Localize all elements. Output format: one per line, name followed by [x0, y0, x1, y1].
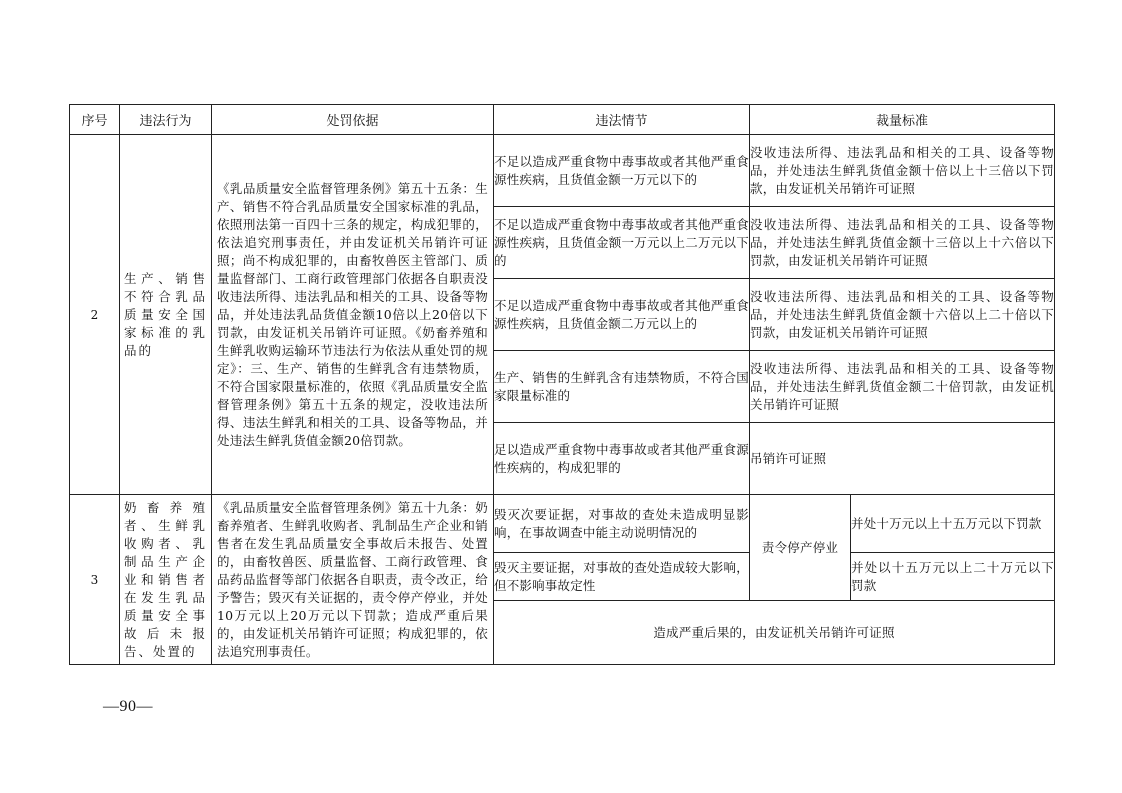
header-act: 违法行为	[120, 105, 212, 135]
penalty-table	[69, 104, 1055, 665]
violation-act: 奶畜养殖者、生鲜乳收购者、乳制品生产企业和销售者在发生乳品质量安全事故后未报告、处置的	[120, 495, 212, 665]
violation-act: 生产、销售不符合乳品质量安全国家标准的乳品的	[120, 135, 212, 495]
violation-circumstance: 足以造成严重食物中毒事故或者其他严重食源性疾病的，构成犯罪的	[494, 423, 750, 495]
header-standard: 裁量标准	[750, 105, 1055, 135]
discretion-standard: 没收违法所得、违法乳品和相关的工具、设备等物品，并处违法生鲜乳货值金额二十倍罚款，由发证机关吊销许可证照	[750, 351, 1055, 423]
table-row	[70, 135, 1055, 207]
header-no: 序号	[70, 105, 120, 135]
violation-circumstance: 不足以造成严重食物中毒事故或者其他严重食源性疾病，且货值金额二万元以上的	[494, 279, 750, 351]
fine-standard: 并处以十五万元以上二十万元以下罚款	[851, 553, 1055, 601]
discretion-standard: 没收违法所得、违法乳品和相关的工具、设备等物品，并处违法生鲜乳货值金额十六倍以上二十倍以下罚款，由发证机关吊销许可证照	[750, 279, 1055, 351]
row-number: 2	[70, 135, 120, 495]
table-row	[70, 495, 1055, 553]
violation-circumstance: 不足以造成严重食物中毒事故或者其他严重食源性疾病，且货值金额一万元以上二万元以下的	[494, 207, 750, 279]
header-circumstance: 违法情节	[494, 105, 750, 135]
shared-standard: 责令停产停业	[750, 495, 851, 601]
discretion-standard: 吊销许可证照	[750, 423, 1055, 495]
violation-circumstance: 生产、销售的生鲜乳含有违禁物质，不符合国家限量标准的	[494, 351, 750, 423]
violation-circumstance: 毁灭次要证据，对事故的查处未造成明显影响，在事故调查中能主动说明情况的	[494, 495, 750, 553]
fine-standard: 并处十万元以上十五万元以下罚款	[851, 495, 1055, 553]
header-basis: 处罚依据	[212, 105, 494, 135]
violation-circumstance: 毁灭主要证据，对事故的查处造成较大影响，但不影响事故定性	[494, 553, 750, 601]
page-number: —90—	[103, 698, 153, 715]
table-header-row	[70, 105, 1055, 135]
violation-circumstance: 不足以造成严重食物中毒事故或者其他严重食源性疾病，且货值金额一万元以下的	[494, 135, 750, 207]
penalty-basis: 《乳品质量安全监督管理条例》第五十五条：生产、销售不符合乳品质量安全国家标准的乳品，依照刑法第一百四十三条的规定，构成犯罪的，依法追究刑事责任，并由发证机关吊销许可证照；尚不构成犯罪的，由畜牧兽医主管部门、质量监督部门、工商行政管理部门依据各自职责没收违法所得、违法乳品和相关的工具、设备等物品，并处违法乳品货值金额10倍以上20倍以下罚款，由发证机关吊销许可证照。《奶畜养殖和生鲜乳收购运输环节违法行为依法从重处罚的规定》：三、生产、销售的生鲜乳含有违禁物质，不符合国家限量标准的，依照《乳品质量安全监督管理条例》第五十五条的规定，没收违法所得、违法生鲜乳和相关的工具、设备等物品，并处违法生鲜乳货值金额20倍罚款。	[212, 135, 494, 495]
discretion-standard: 没收违法所得、违法乳品和相关的工具、设备等物品，并处违法生鲜乳货值金额十倍以上十三倍以下罚款，由发证机关吊销许可证照	[750, 135, 1055, 207]
severe-consequence-standard: 造成严重后果的，由发证机关吊销许可证照	[494, 601, 1055, 665]
discretion-standard: 没收违法所得、违法乳品和相关的工具、设备等物品，并处违法生鲜乳货值金额十三倍以上十六倍以下罚款，由发证机关吊销许可证照	[750, 207, 1055, 279]
row-number: 3	[70, 495, 120, 665]
penalty-basis: 《乳品质量安全监督管理条例》第五十九条：奶畜养殖者、生鲜乳收购者、乳制品生产企业和销售者在发生乳品质量安全事故后未报告、处置的，由畜牧兽医、质量监督、工商行政管理、食品药品监督等部门依据各自职责，责令改正，给予警告；毁灭有关证据的，责令停产停业，并处10万元以上20万元以下罚款；造成严重后果的，由发证机关吊销许可证照；构成犯罪的，依法追究刑事责任。	[212, 495, 494, 665]
